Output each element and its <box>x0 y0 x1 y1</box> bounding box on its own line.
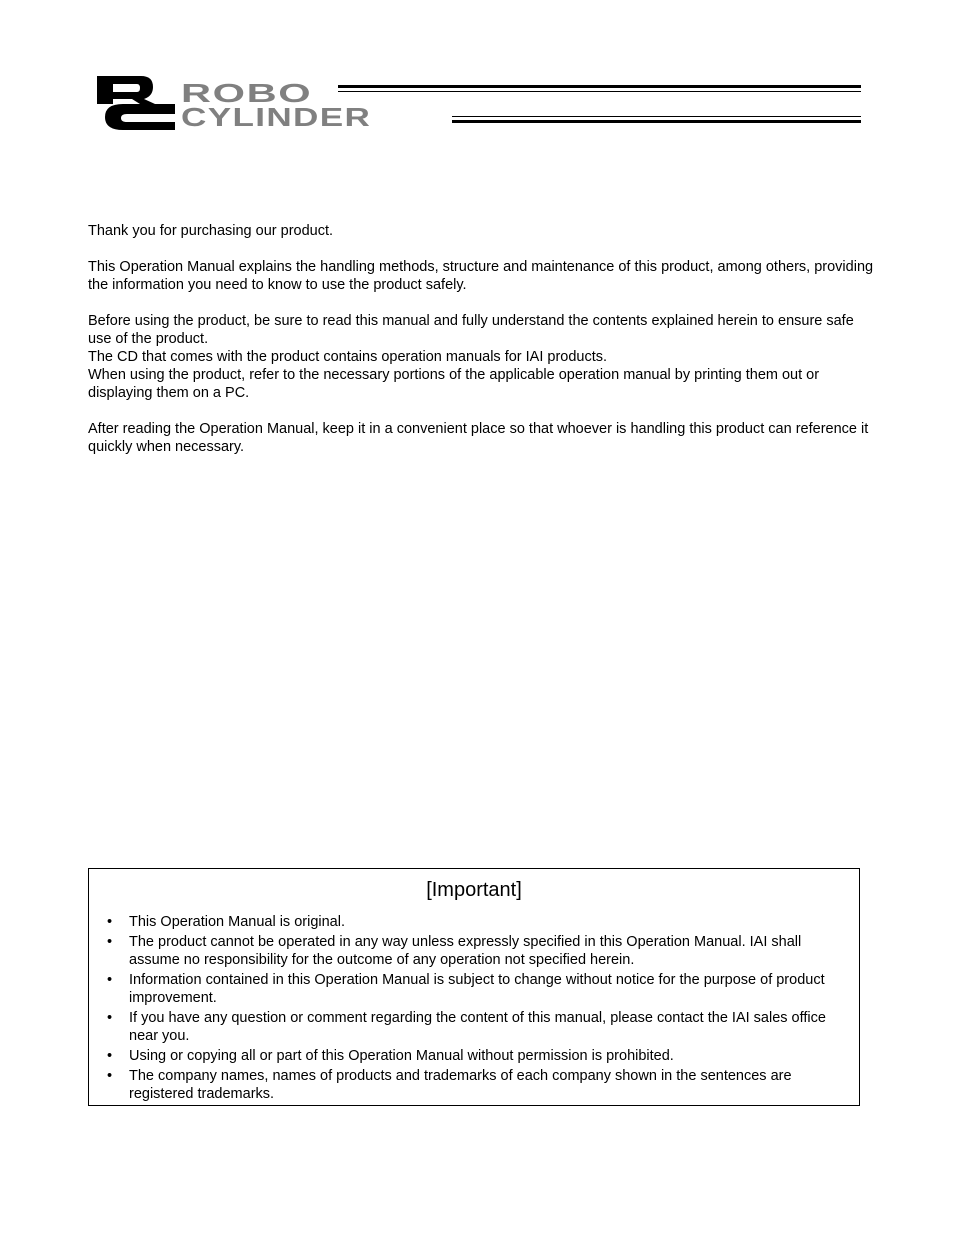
bullet-icon: • <box>107 934 113 950</box>
header-rule-top-thin <box>338 91 861 92</box>
bullet-icon: • <box>107 1048 113 1064</box>
logo-word-cylinder: CYLINDER <box>181 102 372 132</box>
robo-cylinder-logo <box>95 74 440 132</box>
intro-paragraph: Before using the product, be sure to read this manual and fully understand the contents explained herein to ensure safe use of the product. The CD that comes with the product contains operation manuals for IAI products. When using the product, refer to the necessary portions of the applicable operation manual by printing them out or displaying them on a PC. <box>88 313 854 401</box>
intro-text <box>88 222 878 474</box>
logo-word-robo: ROBO <box>181 78 313 108</box>
intro-paragraph: After reading the Operation Manual, keep it in a convenient place so that whoever is handling this product can reference it quickly when necessary. <box>88 421 869 455</box>
important-item-text: This Operation Manual is original. <box>129 914 345 930</box>
header-rule-bottom-thick <box>452 120 861 123</box>
important-item-text: Information contained in this Operation Manual is subject to change without notice for the purpose of product improvement. <box>129 972 825 1006</box>
important-item-text: The product cannot be operated in any way unless expressly specified in this Operation Manual. IAI shall assume no responsibility for the outcome of any operation not specified herein. <box>129 934 802 968</box>
bullet-icon: • <box>107 1068 113 1084</box>
important-item <box>107 1067 852 1103</box>
intro-paragraph: This Operation Manual explains the handling methods, structure and maintenance of this product, among others, providing the information you need to know to use the product safely. <box>88 259 874 293</box>
important-list <box>107 913 852 1105</box>
important-item <box>107 1009 852 1045</box>
header-rule-bottom-thin <box>452 116 861 117</box>
header-rule-top-thick <box>338 85 861 88</box>
important-item <box>107 933 852 969</box>
bullet-icon: • <box>107 1010 113 1026</box>
bullet-icon: • <box>107 972 113 988</box>
important-item-text: Using or copying all or part of this Operation Manual without permission is prohibited. <box>129 1048 674 1064</box>
important-item-text: If you have any question or comment regarding the content of this manual, please contact the IAI sales office near you. <box>129 1010 826 1044</box>
important-notice-box <box>88 868 860 1106</box>
important-item <box>107 913 852 931</box>
bullet-icon: • <box>107 914 113 930</box>
important-item-text: The company names, names of products and trademarks of each company shown in the sentences are registered trademarks. <box>129 1068 792 1102</box>
important-item <box>107 971 852 1007</box>
important-title: [Important] <box>426 879 522 901</box>
intro-paragraph: Thank you for purchasing our product. <box>88 223 334 239</box>
important-item <box>107 1047 852 1065</box>
rc-monogram-icon <box>95 74 179 132</box>
